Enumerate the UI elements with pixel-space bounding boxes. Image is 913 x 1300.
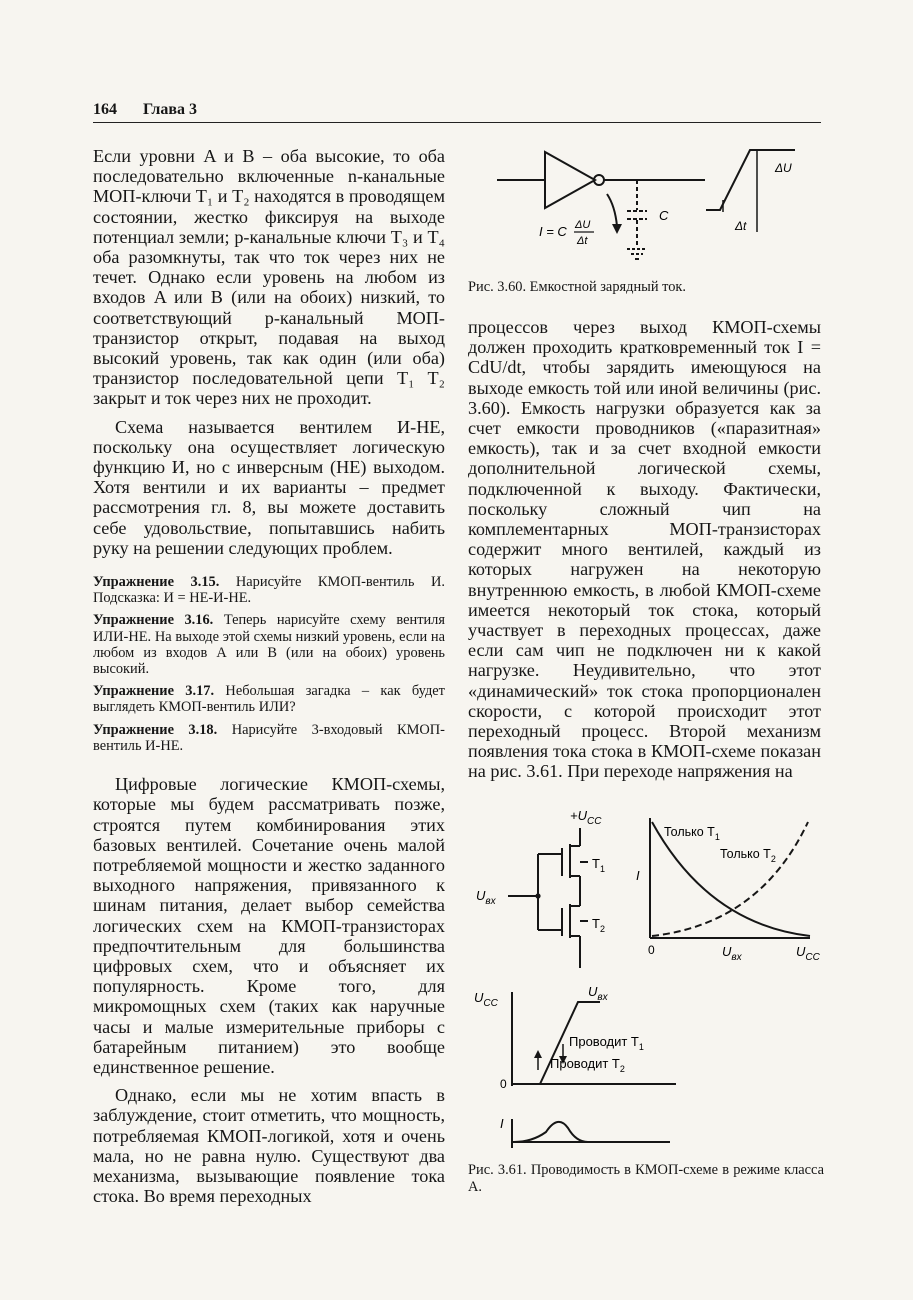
ramp-waveform — [706, 150, 795, 210]
curve-only-t2 — [652, 822, 808, 936]
junction-dot — [535, 893, 540, 898]
uin-label: $U_{вх}$ — [476, 888, 496, 907]
paragraph: Цифровые логические КМОП-схемы, которые мы будем рассматривать позже, строятся путем комбинирования этих базовых вентилей. Сочетание очень малой потребляемой мощности и жестко заданного выходного напряжения, привязанного к шинам питания, делает выбор семейства логических схем на КМОП-транзисторах предпочтительным для большинства цифровых схем, что и объясняет их популярность. Кроме того, для микромощных схем (таких как наручные часы и малые измерительные приборы с батарейным питанием) это вообще единственное решение. — [93, 774, 445, 1077]
figure-caption: Рис. 3.61. Проводимость в КМОП-схеме в режиме класса А. — [468, 1162, 824, 1195]
exercise-item — [93, 683, 445, 715]
chapter-title: Глава 3 — [143, 101, 197, 118]
paragraph: Однако, если мы не хотим впасть в заблуждение, стоит отметить, что мощность, потребляемая КМОП-логикой, хотя и очень мала, но не равна нулю. Существуют два механизма, вызывающие появление тока стока. Во время переходных — [93, 1085, 445, 1207]
t2-label: $T_2$ — [592, 916, 605, 934]
du-label: ΔU — [775, 161, 792, 175]
exercise-label: Упражнение 3.17. — [93, 683, 215, 700]
formula-den: Δt — [577, 235, 588, 247]
page-number: 164 — [93, 101, 117, 118]
paragraph: Схема называется вентилем И-НЕ, поскольку она осуществляет логическую функцию И, но с инверсным (НЕ) выходом. Хотя вентили и их варианты – предмет рассмотрения гл. 8, вы можете доставить себе удовольствие, попытавшись набить руку на решении следующих проблем. — [93, 416, 445, 558]
x-ucc-label: $U_{CC}$ — [796, 944, 820, 963]
running-header — [93, 101, 820, 119]
t2-arrow — [534, 1050, 542, 1058]
bottom-i-label: I — [500, 1116, 504, 1131]
exercise-text: Нарисуйте КМОП-вентиль И. Подсказка: И = НЕ-И-НЕ. — [93, 574, 445, 607]
exercise-text: Теперь нарисуйте схему вентиля ИЛИ-НЕ. На выходе этой схемы низкий уровень, если на любом из входов А или В (или на обоих) уровень высокий. — [93, 612, 445, 678]
t1-label: $T_1$ — [592, 856, 605, 874]
header-rule — [93, 122, 821, 123]
cap-label: C — [659, 208, 669, 223]
right-column — [468, 317, 821, 790]
vcc-label: $+U_{CC}$ — [570, 808, 602, 827]
exercise-label: Упражнение 3.16. — [93, 612, 214, 629]
exercise-item — [93, 612, 445, 677]
left-column — [93, 146, 445, 1214]
conducts-t1-label: Проводит $T_1$ — [569, 1034, 644, 1052]
zero-label: 0 — [648, 943, 655, 957]
current-arrow — [607, 194, 617, 226]
x-uin-label: $U_{вх}$ — [722, 944, 742, 963]
exercise-item — [93, 722, 445, 754]
exercise-label: Упражнение 3.18. — [93, 721, 218, 738]
curve-only-t1 — [652, 822, 810, 936]
only-t1-label: Только $T_1$ — [664, 825, 720, 842]
exercise-text: Нарисуйте 3-входовый КМОП-вентиль И-НЕ. — [93, 721, 445, 754]
paragraph: Если уровни A и B – оба высокие, то оба последовательно включенные n-канальные МОП-ключи T₁ и T₂ находятся в проводящем состоянии, жестко фиксируя на выходе потенциал земли; p-канальные ключи T₃ и T₄ оба разомкнуты, так что ток через них не течет. Однако если уровень на любом из входов A или B (или на обоих) низкий, то соответствующий p-канальный МОП-транзистор открыт, подавая на выход высокий уровень, так как один (или оба) транзистор последовательной цепи T₁ T₂ закрыт и ток через них не проходит. — [93, 146, 445, 409]
figure-3-61 — [470, 806, 825, 1156]
figure-3-60 — [495, 140, 825, 275]
exercise-list — [93, 574, 445, 754]
exercise-text: Небольшая загадка – как будет выглядеть КМОП-вентиль ИЛИ? — [93, 683, 445, 716]
exercise-label: Упражнение 3.15. — [93, 574, 220, 591]
paragraph: процессов через выход КМОП-схемы должен проходить кратковременный ток I = CdU/dt, чтобы зарядить имеющуюся на выходе емкость той или иной величины (рис. 3.60). Емкость нагрузки образуется как за счет емкости проводников («паразитная» емкость), так и за счет входной емкости дополнительной логической схемы, подключенной к выходу. Фактически, поскольку сложный чип на комплементарных МОП-транзисторах содержит много вентилей, каждый из которых нагружен на некоторую внутреннюю емкость, в любой КМОП-схеме имеется некоторый ток стока, который участвует в переходных процессах, даже если сам чип не подключен ни к какой нагрузке. Неудивительно, что этот «динамический» ток стока пропорционален скорости, с которой происходит этот переходный процесс. Второй механизм появления тока стока в КМОП-схеме показан на рис. 3.61. При переходе напряжения на — [468, 317, 821, 782]
current-arrowhead — [612, 224, 622, 234]
bottom-ucc-label: $U_{CC}$ — [474, 990, 498, 1009]
formula-lhs: I = C — [539, 224, 567, 239]
inverter-symbol — [545, 152, 595, 208]
dt-label: Δt — [735, 219, 747, 233]
bottom-uin-label: $U_{вх}$ — [588, 984, 608, 1003]
formula-num: ΔU — [575, 219, 591, 231]
bottom-zero-label: 0 — [500, 1077, 507, 1091]
i-axis-label: I — [636, 868, 640, 883]
only-t2-label: Только $T_2$ — [720, 847, 776, 864]
exercise-item — [93, 574, 445, 606]
current-pulse — [514, 1122, 588, 1142]
figure-caption: Рис. 3.60. Емкостной зарядный ток. — [468, 279, 687, 295]
conducts-t2-label: Проводит $T_2$ — [550, 1056, 625, 1074]
